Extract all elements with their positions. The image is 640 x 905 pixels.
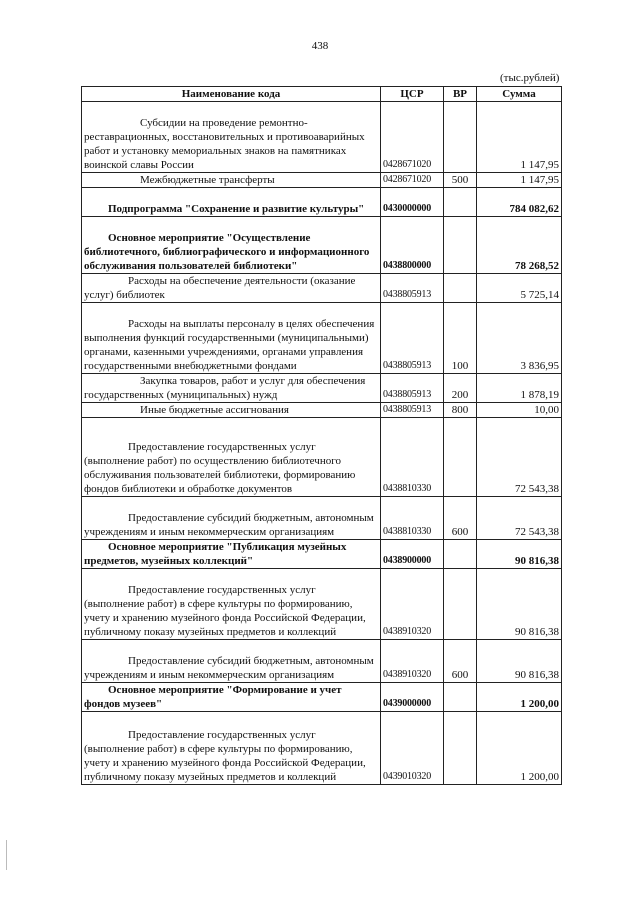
table-row [82, 418, 562, 497]
row-name: Расходы на выплаты персоналу в целях обеспечения выполнения функций государственными (муниципальными) органами, казенными учреждениями, органами управления государственными внебюджетными фондами [82, 303, 381, 374]
row-csr: 0439000000 [381, 683, 444, 712]
row-csr: 0438900000 [381, 540, 444, 569]
row-vr [444, 274, 477, 303]
header-vr: ВР [444, 87, 477, 102]
table-row [82, 712, 562, 785]
row-sum: 1 147,95 [477, 173, 562, 188]
row-csr: 0438810330 [381, 418, 444, 497]
row-name: Предоставление субсидий бюджетным, автономным учреждениям и иным некоммерческим организациям [82, 640, 381, 683]
row-name: Расходы на обеспечение деятельности (оказание услуг) библиотек [82, 274, 381, 303]
table-row [82, 274, 562, 303]
page-number: 438 [311, 40, 329, 52]
row-csr: 0438805913 [381, 403, 444, 418]
row-sum: 1 147,95 [477, 102, 562, 173]
row-name: Основное мероприятие "Публикация музейных предметов, музейных коллекций" [82, 540, 381, 569]
row-sum: 1 200,00 [477, 683, 562, 712]
row-vr [444, 712, 477, 785]
row-name: Предоставление государственных услуг (выполнение работ) в сфере культуры по формированию, учету и хранению музейного фонда Российской Федерации, публичному показу музейных предметов и коллекций [82, 569, 381, 640]
header-name: Наименование кода [82, 87, 381, 102]
row-sum: 90 816,38 [477, 640, 562, 683]
row-sum: 72 543,38 [477, 418, 562, 497]
row-name: Предоставление государственных услуг (выполнение работ) по осуществлению библиотечного обслуживания пользователей библиотеки, формированию фондов библиотеки и обработке документов [82, 418, 381, 497]
row-sum: 784 082,62 [477, 188, 562, 217]
row-vr: 600 [444, 640, 477, 683]
row-name: Иные бюджетные ассигнования [82, 403, 381, 418]
table-row [82, 173, 562, 188]
row-name: Межбюджетные трансферты [82, 173, 381, 188]
units-label: (тыс.рублей) [500, 72, 560, 84]
row-name: Предоставление субсидий бюджетным, автономным учреждениям и иным некоммерческим организациям [82, 497, 381, 540]
row-name: Закупка товаров, работ и услуг для обеспечения государственных (муниципальных) нужд [82, 374, 381, 403]
row-sum: 72 543,38 [477, 497, 562, 540]
row-sum: 1 878,19 [477, 374, 562, 403]
table-row [82, 497, 562, 540]
table-row [82, 640, 562, 683]
row-csr: 0438805913 [381, 303, 444, 374]
table-header-row [82, 87, 562, 102]
table-row [82, 569, 562, 640]
row-vr [444, 217, 477, 274]
row-name: Основное мероприятие "Формирование и учет фондов музеев" [82, 683, 381, 712]
row-name: Основное мероприятие "Осуществление библиотечного, библиографического и информационного обслуживания пользователей библиотеки" [82, 217, 381, 274]
row-csr: 0438800000 [381, 217, 444, 274]
row-vr: 600 [444, 497, 477, 540]
row-csr: 0438910320 [381, 569, 444, 640]
table-row [82, 303, 562, 374]
row-csr: 0428671020 [381, 173, 444, 188]
row-vr: 500 [444, 173, 477, 188]
table-row [82, 374, 562, 403]
row-name: Подпрограмма "Сохранение и развитие культуры" [82, 188, 381, 217]
row-vr [444, 569, 477, 640]
table-row [82, 403, 562, 418]
row-name: Субсидии на проведение ремонтно-реставрационных, восстановительных и противоаварийных работ и установку мемориальных знаков на памятниках воинской славы России [82, 102, 381, 173]
header-sum: Сумма [477, 87, 562, 102]
table-row [82, 217, 562, 274]
header-csr: ЦСР [381, 87, 444, 102]
row-sum: 78 268,52 [477, 217, 562, 274]
scan-edge-mark [6, 840, 7, 870]
row-vr [444, 683, 477, 712]
row-sum: 5 725,14 [477, 274, 562, 303]
row-vr: 200 [444, 374, 477, 403]
row-csr: 0439010320 [381, 712, 444, 785]
table-row [82, 540, 562, 569]
row-vr: 800 [444, 403, 477, 418]
row-csr: 0438910320 [381, 640, 444, 683]
row-sum: 10,00 [477, 403, 562, 418]
row-sum: 3 836,95 [477, 303, 562, 374]
row-vr [444, 102, 477, 173]
row-sum: 90 816,38 [477, 569, 562, 640]
row-csr: 0428671020 [381, 102, 444, 173]
row-sum: 1 200,00 [477, 712, 562, 785]
row-vr [444, 188, 477, 217]
table-row [82, 188, 562, 217]
budget-table [81, 86, 562, 785]
row-vr: 100 [444, 303, 477, 374]
row-csr: 0430000000 [381, 188, 444, 217]
row-vr [444, 540, 477, 569]
table-row [82, 102, 562, 173]
table-row [82, 683, 562, 712]
row-name: Предоставление государственных услуг (выполнение работ) в сфере культуры по формированию, учету и хранению музейного фонда Российской Федерации, публичному показу музейных предметов и коллекций [82, 712, 381, 785]
row-sum: 90 816,38 [477, 540, 562, 569]
row-csr: 0438805913 [381, 274, 444, 303]
row-csr: 0438805913 [381, 374, 444, 403]
row-vr [444, 418, 477, 497]
row-csr: 0438810330 [381, 497, 444, 540]
